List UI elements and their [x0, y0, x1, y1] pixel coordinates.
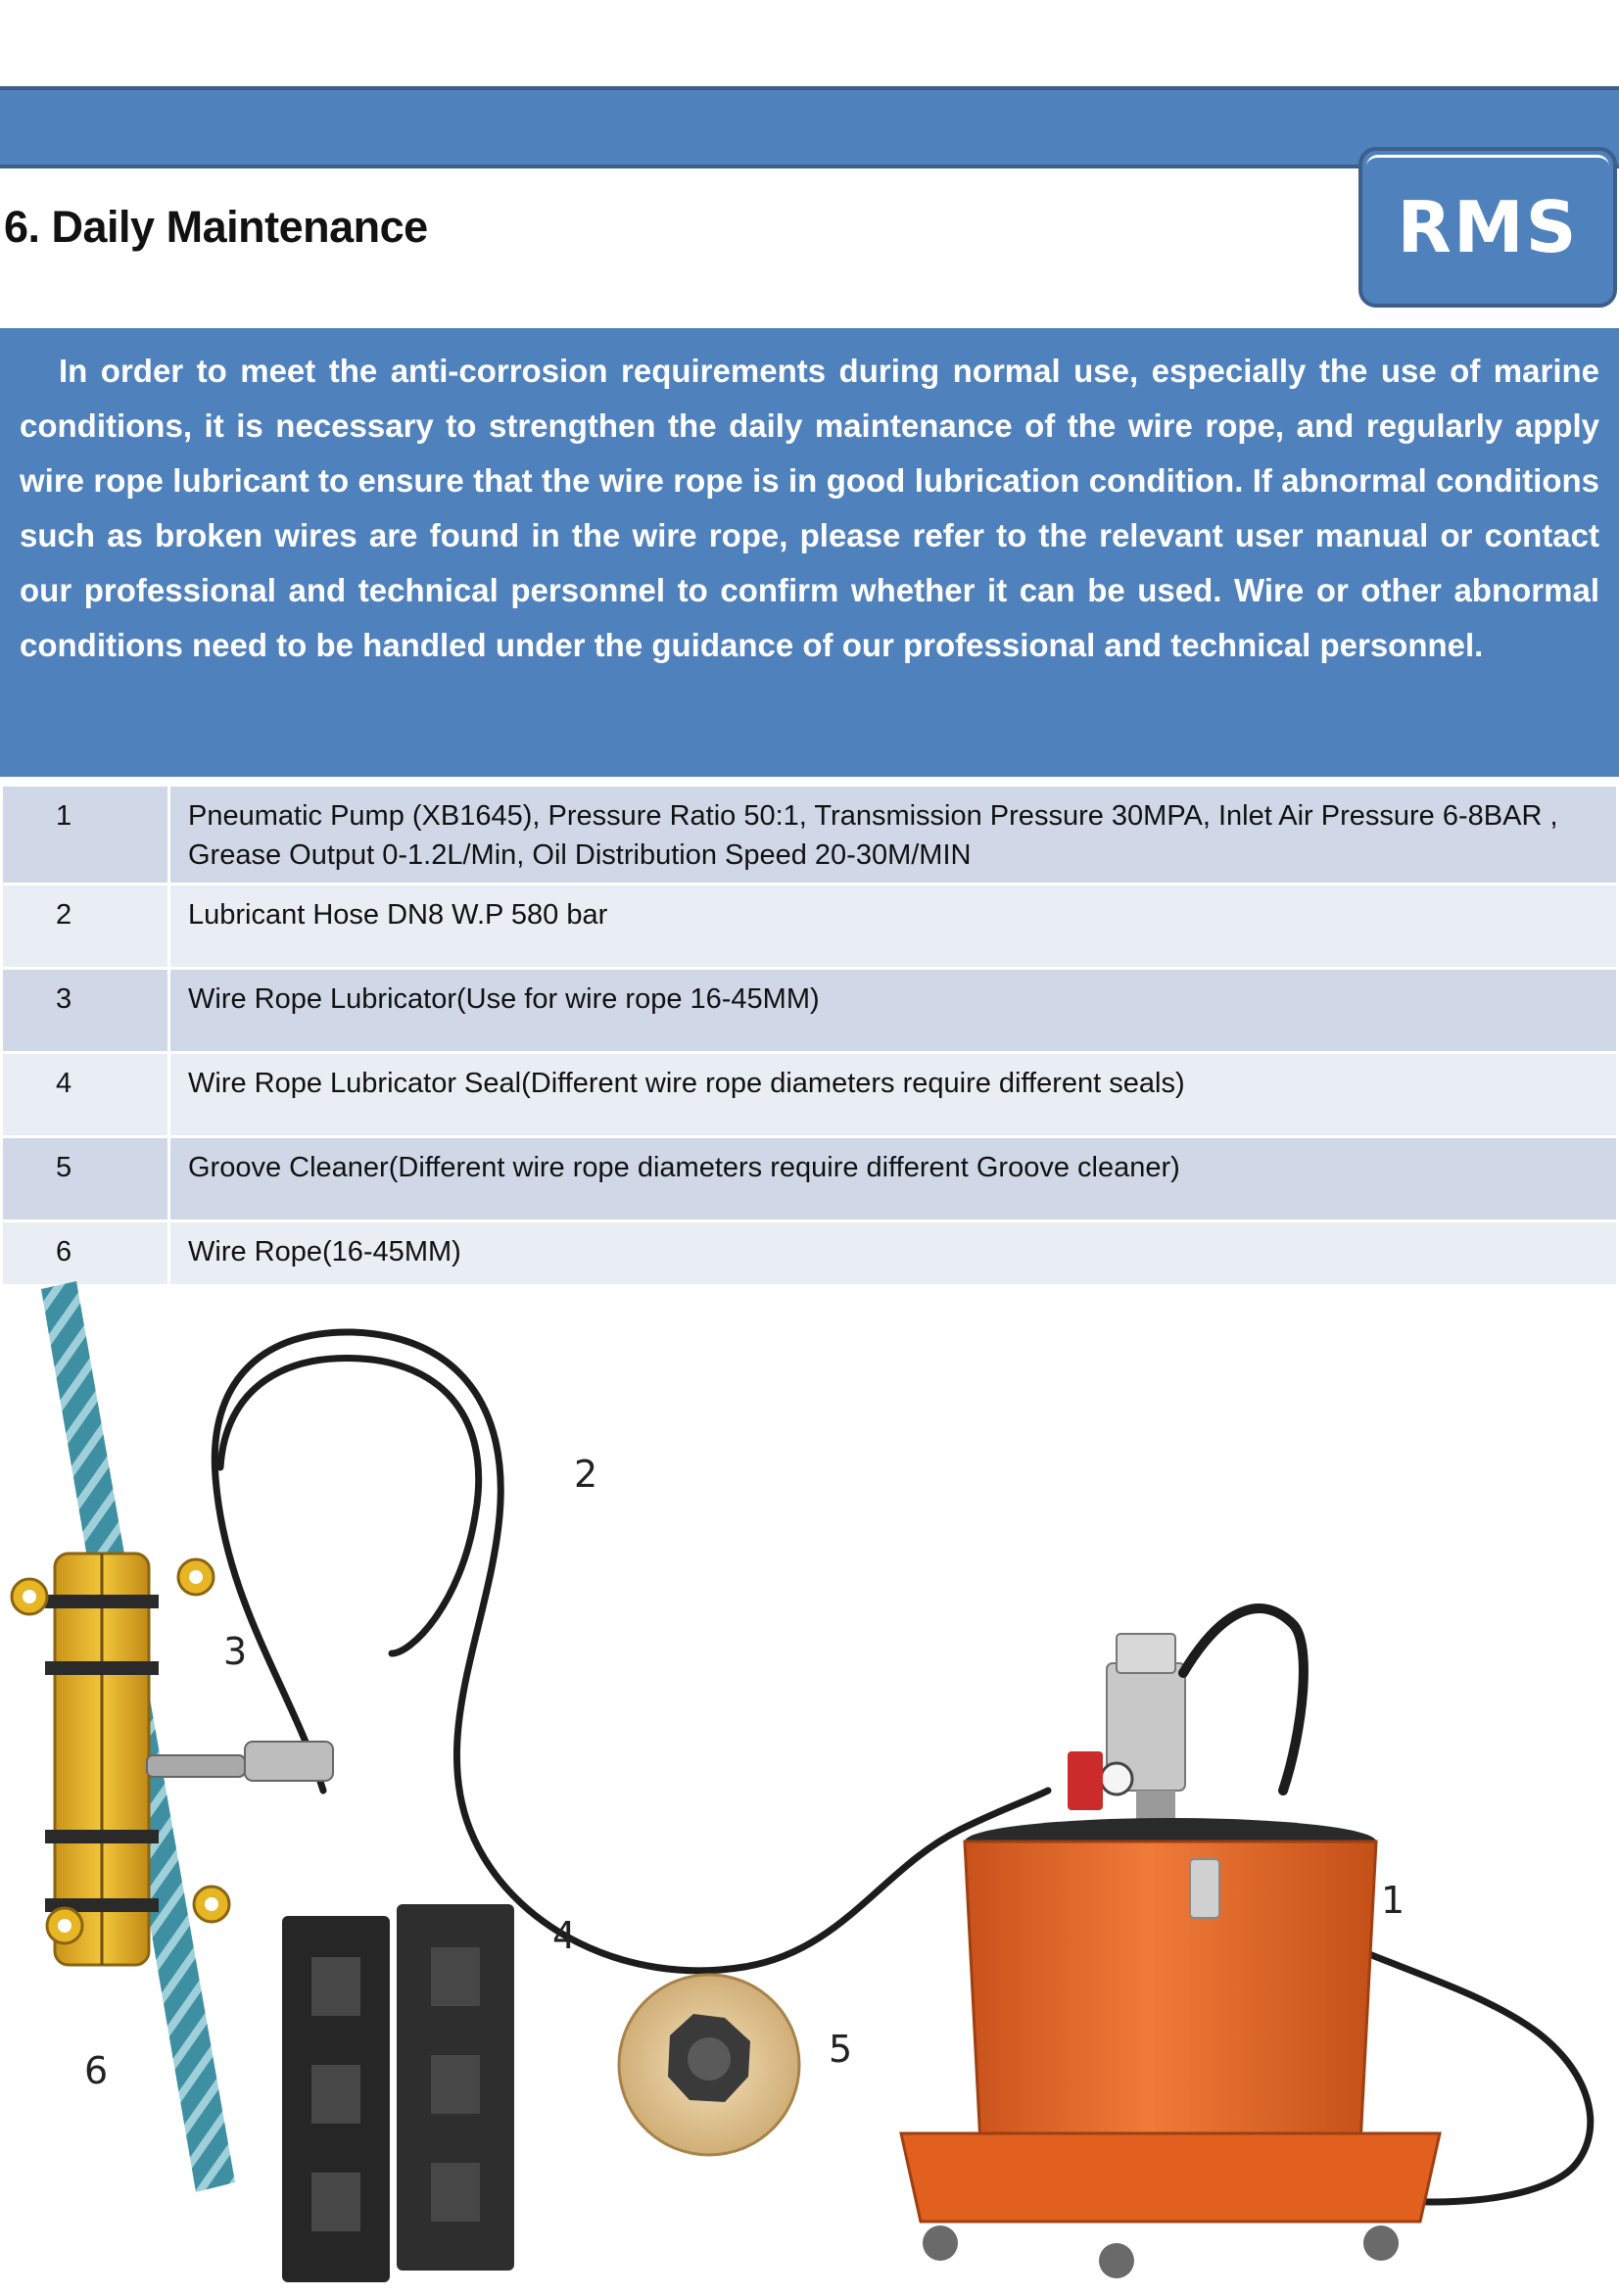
intro-paragraph: In order to meet the anti-corrosion requirements during normal use, especially the use of marine conditions, it is necessary to strengthen the daily maintenance of the wire rope, and regularly apply wire rope lubricant to ensure that the wire rope is in good lubrication condition. If abnormal conditions such as broken wires are found in the wire rope, please refer to the relevant user manual or contact our professional and technical personnel to confirm whether it can be used. Wire or other abnormal conditions need to be handled under the guidance of our professional and technical personnel. [20, 353, 1599, 663]
part-number: 4 [2, 1053, 169, 1137]
table-row [2, 1053, 1618, 1137]
page-title: 6. Daily Maintenance [4, 202, 428, 252]
part-number: 5 [2, 1137, 169, 1221]
callout-label-2: 2 [574, 1453, 598, 1496]
part-number: 1 [2, 786, 169, 885]
part-description: Wire Rope Lubricator Seal(Different wire rope diameters require different seals) [169, 1053, 1618, 1137]
callout-label-1: 1 [1381, 1879, 1405, 1922]
callout-label-4: 4 [552, 1914, 577, 1957]
intro-panel [0, 328, 1619, 777]
callout-label-3: 3 [223, 1630, 248, 1673]
table-row [2, 885, 1618, 969]
table-row [2, 1137, 1618, 1221]
brand-logo [1358, 147, 1617, 308]
part-description: Groove Cleaner(Different wire rope diameters require different Groove cleaner) [169, 1137, 1618, 1221]
logo-text: RMS [1397, 186, 1579, 268]
parts-table [0, 784, 1619, 1287]
pneumatic-pump-illustration [901, 1608, 1440, 2278]
part-description: Wire Rope Lubricator(Use for wire rope 16-45MM) [169, 969, 1618, 1053]
table-row [2, 786, 1618, 885]
callout-label-6: 6 [84, 2049, 109, 2092]
part-description: Lubricant Hose DN8 W.P 580 bar [169, 885, 1618, 969]
part-number: 2 [2, 885, 169, 969]
lubricator-seal-illustration [282, 1904, 514, 2282]
part-description: Pneumatic Pump (XB1645), Pressure Ratio 50:1, Transmission Pressure 30MPA, Inlet Air Pressure 6-8BAR , Grease Output 0-1.2L/Min, Oil Distribution Speed 20-30M/MIN [169, 786, 1618, 885]
equipment-photo [0, 1281, 1619, 2291]
table-row [2, 969, 1618, 1053]
groove-cleaner-illustration [619, 1975, 799, 2155]
part-number: 6 [2, 1221, 169, 1286]
part-number: 3 [2, 969, 169, 1053]
equipment-illustration [0, 1281, 1619, 2291]
part-description: Wire Rope(16-45MM) [169, 1221, 1618, 1286]
callout-label-5: 5 [829, 2028, 853, 2071]
table-row [2, 1221, 1618, 1286]
